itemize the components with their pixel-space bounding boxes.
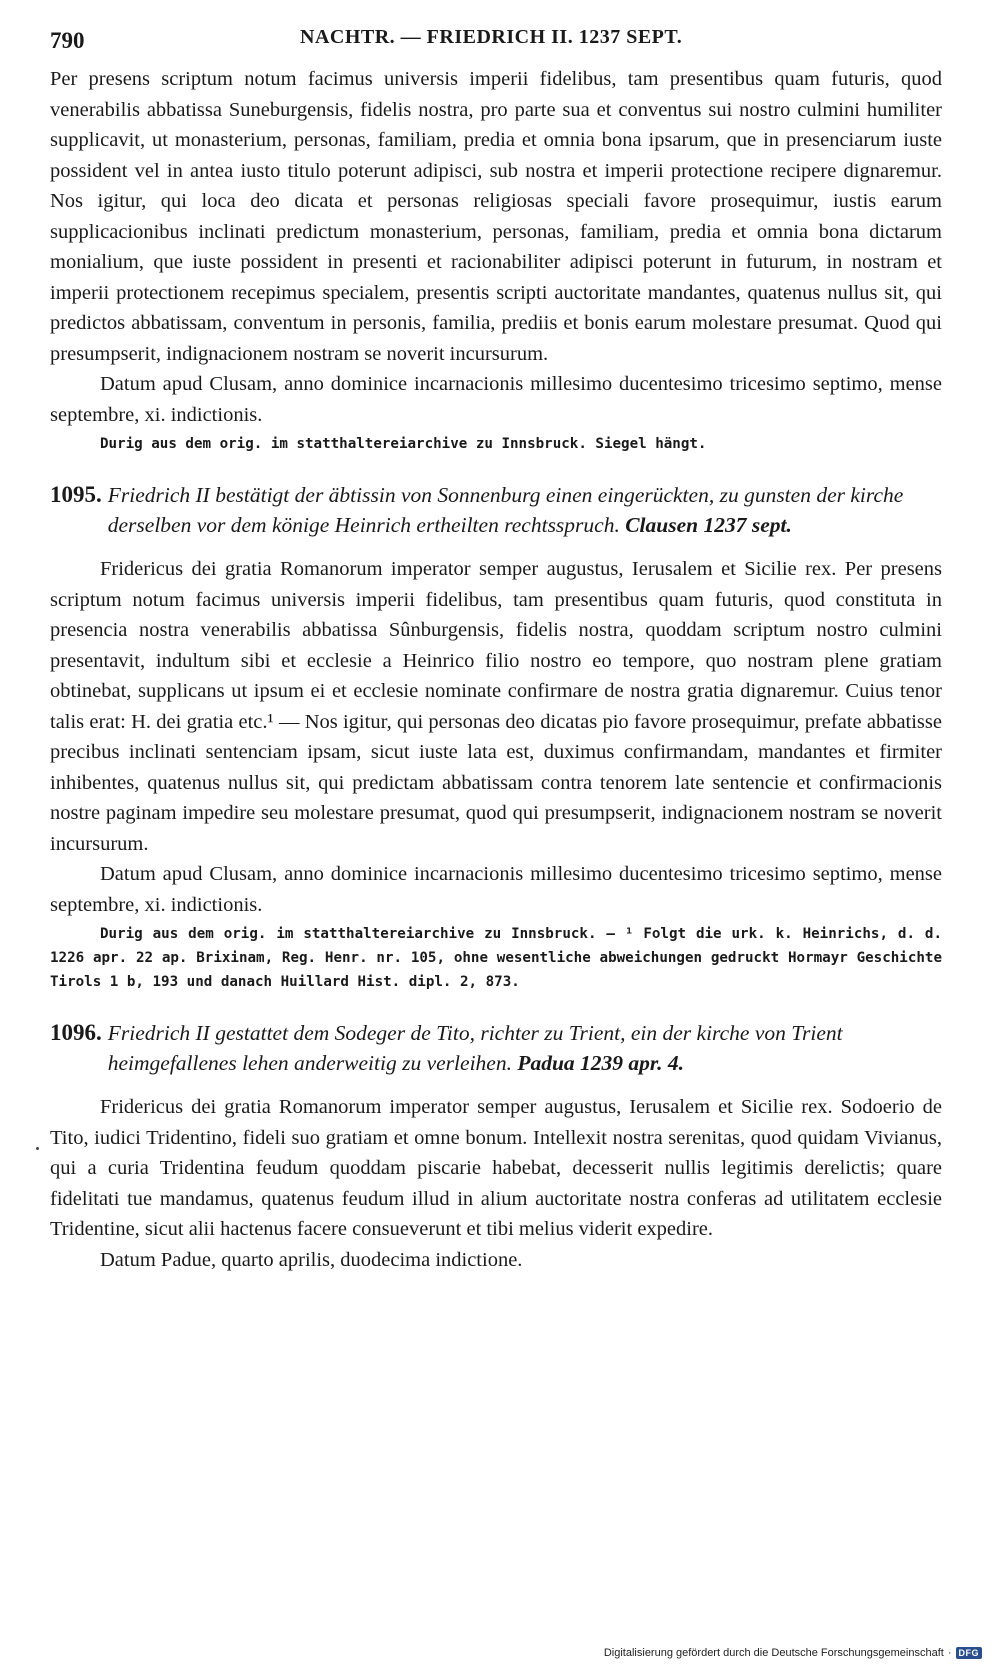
digitization-footer: Digitalisierung gefördert durch die Deutsche Forschungsgemeinschaft · DFG [604, 1647, 982, 1659]
entry-1096-number: 1096. [50, 1020, 102, 1045]
entry-1095-heading [50, 480, 942, 540]
page-number: 790 [50, 28, 85, 53]
entry-1096-heading [50, 1018, 942, 1078]
entry-1096-place-date: Padua 1239 apr. 4. [517, 1051, 684, 1075]
running-title: NACHTR. — FRIEDRICH II. 1237 SEPT. [300, 26, 683, 48]
entry-1095-title-block [108, 480, 942, 540]
continuation-paragraph: Per presens scriptum notum facimus universis imperii fidelibus, tam presentibus quam futuris, quod venerabilis abbatissa Suneburgensis, fidelis nostra, pro parte sua et conventus sui nostro culmini humiliter supplicavit, ut monasterium, personas, familiam, predia et omnia bona ipsarum, que in presenciarum iuste possident vel in antea iusto titulo poterunt adipisci, sub nostra et imperii protectione recipere dignaremur. Nos igitur, qui loca deo dicata et personas religiosas speciali favore prosequimur, iustis earum supplicacionibus inclinati predictum monasterium, personas, familiam, predia et omnia bona dictarum monialium, que iuste possident in presenti et racionabiliter adipisci poterunt in futurum, in nostram et imperii protectionem recepimus specialem, presentis scripti auctoritate mandantes, quatenus nullus sit, qui predictos abbatissam, conventum in personis, familia, prediis et bonis earum molestare presumat. Quod qui presumpserit, indignacionem nostram se noverit incursurum. [50, 68, 942, 365]
entry-1095-place-date: Clausen 1237 sept. [625, 513, 792, 537]
entry-1096-text: Fridericus dei gratia Romanorum imperator semper augustus, Ierusalem et Sicilie rex. Sodoerio de Tito, iudici Tridentino, fideli suo gratiam et omne bonum. Intellexit nostra serenitas, quod quidam Vivianus, qui a curia Tridentina feudum quoddam piscarie habebat, decesserit nullis legitimis derelictis; quare fidelitati tue mandamus, quatenus feudum illud in alium auctoritate nostra conferas ad utilitatem ecclesie Tridentine, sicut alii hactenus facere consueverunt et tibi melius viderit expedire. [50, 1096, 942, 1240]
entry-1096-title: Friedrich II gestattet dem Sodeger de Tito, richter zu Trient, ein der kirche von Trient heimgefallenes lehen anderweitig zu verleihen. [107, 1021, 843, 1075]
margin-dot [36, 1147, 39, 1150]
continuation-dating-clause: Datum apud Clusam, anno dominice incarnacionis millesimo ducentesimo tricesimo septimo, mense septembre, xi. indictionis. [50, 373, 942, 426]
entry-1095-source-note: Durig aus dem orig. im statthaltereiarchive zu Innsbruck. — ¹ Folgt die urk. k. Heinrichs, d. d. 1226 apr. 22 ap. Brixinam, Reg. Henr. nr. 105, ohne wesentliche abweichungen gedruckt Hormayr Geschichte Tirols 1 b, 193 und danach Huillard Hist. dipl. 2, 873. [50, 926, 942, 990]
document-page [50, 20, 942, 1275]
entry-1095-text: Fridericus dei gratia Romanorum imperator semper augustus, Ierusalem et Sicilie rex. Per presens scriptum notum facimus universis imperii fidelibus, tam presentibus quam futuris, quod constituta in presencia nostra venerabilis abbatissa Sûnburgensis, fidelis nostra, quoddam scriptum nostro culmini presentavit, indultum sibi et ecclesie a Heinrico filio nostro eo tempore, quo nostram plene gratiam obtinebat, supplicans ut ipsum ei et ecclesie nominate confirmare de nostra gratia dignaremur. Cuius tenor talis erat: H. dei gratia etc.¹ — Nos igitur, qui personas deo dicatas pio favore prosequimur, prefate abbatisse precibus inclinati sentenciam ipsam, sicut iuste lata est, duximus confirmandam, mandantes et firmiter inhibentes, quatenus nullus sit, qui predictam abbatissam contra tenorem late sentencie et confirmacionis nostre paginam impedire seu molestare presumat, quod qui presumpserit, indignacionem nostram se noverit incursurum. [50, 558, 942, 855]
digitization-credit: Digitalisierung gefördert durch die Deutsche Forschungsgemeinschaft [603, 1647, 944, 1659]
entry-1095-dating-clause: Datum apud Clusam, anno dominice incarnacionis millesimo ducentesimo tricesimo septimo, mense septembre, xi. indictionis. [50, 863, 942, 916]
entry-1096-title-block [108, 1018, 942, 1078]
entry-1095-title: Friedrich II bestätigt der äbtissin von Sonnenburg einen eingerückten, zu gunsten der kirche derselben vor dem könige Heinrich ertheilten rechtsspruch. [107, 483, 904, 537]
entry-1096-dating-clause: Datum Padue, quarto aprilis, duodecima indictione. [100, 1248, 523, 1271]
entry-1095-number: 1095. [50, 482, 102, 507]
continuation-source-note: Durig aus dem orig. im statthaltereiarchive zu Innsbruck. Siegel hängt. [100, 436, 707, 452]
dfg-logo: DFG [956, 1647, 983, 1659]
running-header [50, 20, 942, 60]
